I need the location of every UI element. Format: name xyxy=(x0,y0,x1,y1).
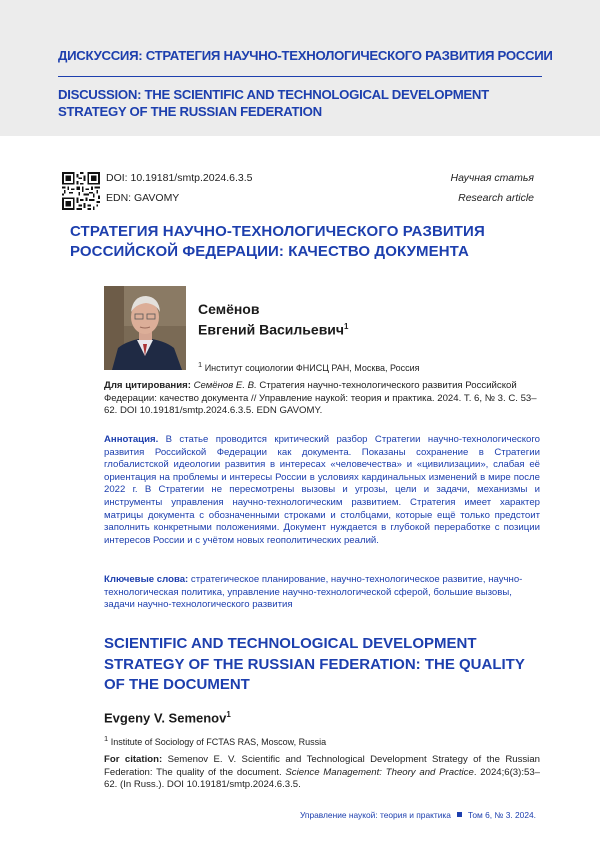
author-sup-ru: 1 xyxy=(344,322,349,331)
affiliation-sup-ru: 1 xyxy=(198,360,203,369)
affiliation-sup-en: 1 xyxy=(104,734,109,743)
citation-tail-en: . 2024;6(3):53–62. (In Russ.). DOI 10.19181/smtp.2024.6.3.5. xyxy=(104,766,541,791)
abstract-text-ru: В статье проводится критический разбор Стратегии научно-технологического развития Российской Федерации как документа. Показаны сохранение в Стратегии глобалистской идеологии развития в интересах «человечества» и «цивилизации», слабая её ориентация на проблемы и интересы России в условиях кардинальных изменений в мире после 2022 г. В Стратегии не пересмотрены вызовы и угрозы, цели и задачи, механизмы и инструменты управления научно-технологическим развитием. Стратегия имеет характер матрицы документа с обозначенными строками и столбцами, которые ещё только предстоит заполнить конкретными положениями. Документ нуждается в глубокой переработке с позиции интересов России и с учётом новых геополитических реалий. xyxy=(104,434,540,546)
footer-separator xyxy=(457,812,462,817)
affiliation-text-ru: Институт социологии ФНИСЦ РАН, Москва, Россия xyxy=(204,363,420,373)
header-divider xyxy=(58,76,542,77)
abstract-ru xyxy=(104,434,540,547)
abstract-label-ru: Аннотация. xyxy=(104,434,159,445)
affiliation-text-en: Institute of Sociology of FCTAS RAS, Moscow, Russia xyxy=(110,737,327,747)
footer-journal: Управление наукой: теория и практика xyxy=(299,810,451,820)
section-header-en: DISCUSSION: THE SCIENTIFIC AND TECHNOLOGICAL DEVELOPMENT STRATEGY OF THE RUSSIAN FEDERATION xyxy=(58,87,489,119)
author-sup-en: 1 xyxy=(226,710,231,719)
article-title-en: SCIENTIFIC AND TECHNOLOGICAL DEVELOPMENT STRATEGY OF THE RUSSIAN FEDERATION: THE QUALITY OF THE DOCUMENT xyxy=(104,635,525,693)
article-title-ru: СТРАТЕГИЯ НАУЧНО-ТЕХНОЛОГИЧЕСКОГО РАЗВИТИЯ РОССИЙСКОЙ ФЕДЕРАЦИИ: КАЧЕСТВО ДОКУМЕНТА xyxy=(70,223,485,260)
keywords-ru xyxy=(104,574,540,612)
citation-journal-en: Science Management: Theory and Practice xyxy=(285,766,474,778)
citation-label-ru: Для цитирования: xyxy=(104,380,191,391)
citation-en xyxy=(104,754,540,792)
author-surname-ru: Семёнов xyxy=(198,301,260,317)
affiliation-ru xyxy=(198,360,420,373)
keywords-text-ru: стратегическое планирование, научно-технологическое развитие, научно-технологическая политика, управление научно-технологической сферой, большие вызовы, задачи научно-технологического развития xyxy=(104,574,523,611)
citation-ru xyxy=(104,380,540,418)
author-name-en xyxy=(104,710,231,725)
doi[interactable]: DOI: 10.19181/smtp.2024.6.3.5 xyxy=(106,172,253,184)
citation-text-en: Semenov E. V. Scientific and Technological Development Strategy of the Russian Federation: The quality of the document. xyxy=(104,754,540,778)
article-type-en: Research article xyxy=(458,192,534,204)
qr-code-icon xyxy=(62,172,100,210)
author-given-name-ru: Евгений Васильевич xyxy=(198,321,345,338)
section-header-ru: ДИСКУССИЯ: СТРАТЕГИЯ НАУЧНО-ТЕХНОЛОГИЧЕСКОГО РАЗВИТИЯ РОССИИ xyxy=(58,48,553,63)
page-footer xyxy=(300,810,536,820)
footer-issue: Том 6, № 3. 2024. xyxy=(467,810,536,820)
author-name-ru xyxy=(198,300,349,339)
keywords-label-ru: Ключевые слова: xyxy=(104,574,189,585)
author-photo xyxy=(104,286,186,370)
article-type-ru: Научная статья xyxy=(450,172,534,184)
citation-label-en: For citation: xyxy=(104,754,163,765)
affiliation-en xyxy=(104,734,326,747)
author-name-en-text: Evgeny V. Semenov xyxy=(104,710,227,726)
citation-author-ru: Семёнов Е. В. xyxy=(193,380,257,391)
edn: EDN: GAVOMY xyxy=(106,192,180,204)
citation-text-ru: Стратегия научно-технологического развития Российской Федерации: качество документа // Управление наукой: теория и практика. 2024. Т. 6, № 3. С. 53–62. DOI 10.19181/smtp.2024.6.3.5. EDN GAVOMY. xyxy=(104,380,537,417)
